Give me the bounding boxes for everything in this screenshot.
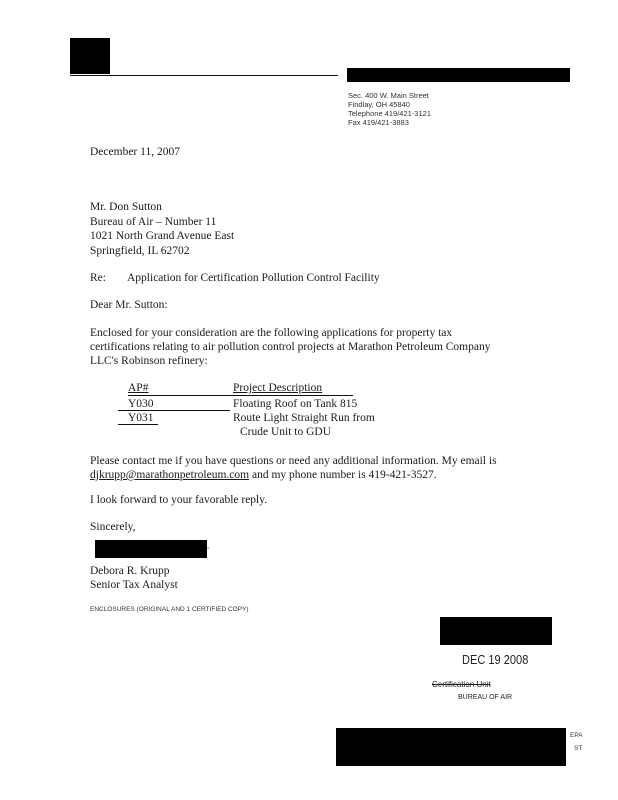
table-header-ap: AP# (128, 382, 149, 394)
letterhead-rule-left (70, 75, 338, 76)
recipient-line: Springfield, IL 62702 (90, 244, 190, 257)
letterhead-address (348, 91, 431, 127)
recipient-block (90, 200, 234, 258)
address-line: Fax 419/421-3883 (348, 118, 409, 127)
footer-redaction (336, 728, 566, 766)
table-row-id: Y030 (128, 398, 154, 410)
signer-title: Senior Tax Analyst (90, 579, 178, 591)
stamp-line-2: BUREAU OF AIR (458, 694, 513, 701)
table-header-rule (128, 395, 353, 396)
body-line: certifications relating to air pollution control projects at Marathon Petroleum Company (90, 341, 491, 353)
re-label: Re: (90, 272, 106, 284)
email-link[interactable]: djkrupp@marathonpetroleum.com (90, 469, 250, 481)
margin-mark-2: ST (574, 745, 583, 752)
table-row-rule (118, 410, 230, 411)
address-line: Findlay, OH 45840 (348, 100, 410, 109)
address-line: Telephone 419/421-3121 (348, 109, 431, 118)
stamp-date: DEC 19 2008 (462, 652, 529, 667)
letter-date: December 11, 2007 (90, 146, 180, 158)
received-block-redaction (440, 617, 552, 645)
signer-name: Debora R. Krupp (90, 565, 170, 577)
recipient-line: Mr. Don Sutton (90, 201, 162, 213)
table-header-description: Project Description (233, 382, 323, 394)
table-row-desc: Route Light Straight Run from (233, 412, 375, 424)
signature-scribble-icon: ~ (206, 545, 210, 552)
body-line-tail: and my phone number is 419-421-3527. (251, 469, 437, 481)
table-row-rule (118, 424, 158, 425)
salutation: Dear Mr. Sutton: (90, 299, 168, 311)
table-row-desc: Crude Unit to GDU (240, 426, 332, 438)
address-line: Sec. 400 W. Main Street (348, 91, 429, 100)
body-line: LLC's Robinson refinery: (90, 355, 208, 367)
body-line: Enclosed for your consideration are the following applications for property tax (90, 327, 453, 339)
letterhead-logo-redaction (70, 38, 110, 74)
body-line-2 (90, 468, 497, 482)
body-line: Please contact me if you have questions or need any additional information. My email is (90, 455, 497, 467)
table-row-desc: Floating Roof on Tank 815 (233, 398, 358, 410)
re-text: Application for Certification Pollution Control Facility (127, 272, 380, 284)
letterhead-bar-redaction (347, 68, 570, 82)
body-paragraph-2 (90, 454, 497, 482)
closing-line: I look forward to your favorable reply. (90, 494, 268, 506)
table-row-id: Y031 (128, 412, 154, 424)
sign-off: Sincerely, (90, 521, 136, 533)
recipient-line: 1021 North Grand Avenue East (90, 230, 235, 242)
stamp-line-1: Certification Unit (432, 680, 491, 689)
enclosure-note: ENCLOSURES (ORIGINAL AND 1 CERTIFIED COPY) (90, 606, 249, 613)
margin-mark-1: EPA (570, 732, 583, 739)
recipient-line: Bureau of Air – Number 11 (90, 215, 217, 228)
signature-redaction (95, 540, 207, 558)
body-paragraph-1 (90, 326, 490, 368)
